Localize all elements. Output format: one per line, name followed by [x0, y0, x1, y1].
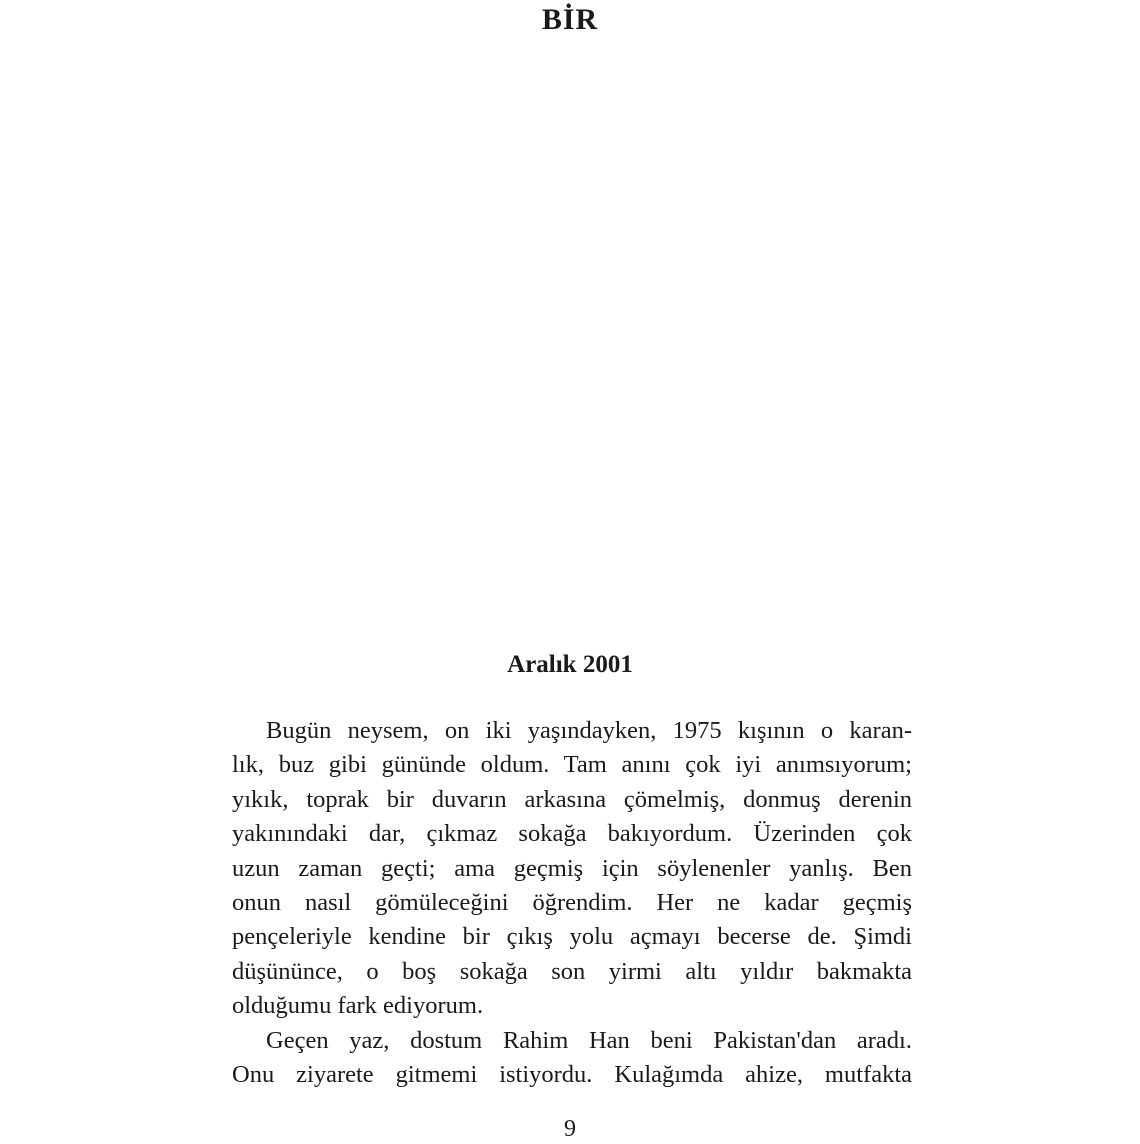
- paragraph-1: [232, 714, 912, 1024]
- text-line: uzun zaman geçti; ama geçmiş için söylenenler yanlış. Ben: [232, 854, 912, 882]
- text-line: pençeleriyle kendine bir çıkış yolu açmayı becerse de. Şimdi: [232, 923, 912, 951]
- text-line: lık, buz gibi gününde oldum. Tam anını çok iyi anımsıyorum;: [232, 751, 912, 779]
- text-line: yıkık, toprak bir duvarın arkasına çömelmiş, donmuş derenin: [232, 785, 912, 813]
- text-line: yakınındaki dar, çıkmaz sokağa bakıyordum. Üzerinden çok: [232, 820, 912, 848]
- text-line: düşününce, o boş sokağa son yirmi altı yıldır bakmakta: [232, 957, 912, 985]
- page-number: 9: [564, 1116, 576, 1142]
- text-line: Onu ziyarete gitmemi istiyordu. Kulağımda ahize, mutfakta: [232, 1060, 912, 1088]
- paragraph-2: [232, 1024, 912, 1093]
- chapter-title: BİR: [541, 3, 599, 36]
- body-text: [232, 714, 912, 1092]
- text-line: Bugün neysem, on iki yaşındayken, 1975 kışının o karan-: [266, 717, 912, 744]
- text-line: olduğumu fark ediyorum.: [232, 992, 484, 1020]
- section-date-heading: Aralık 2001: [507, 651, 633, 678]
- text-line: Geçen yaz, dostum Rahim Han beni Pakistan'dan aradı.: [266, 1026, 912, 1054]
- text-line: onun nasıl gömüleceğini öğrendim. Her ne kadar geçmiş: [232, 888, 912, 916]
